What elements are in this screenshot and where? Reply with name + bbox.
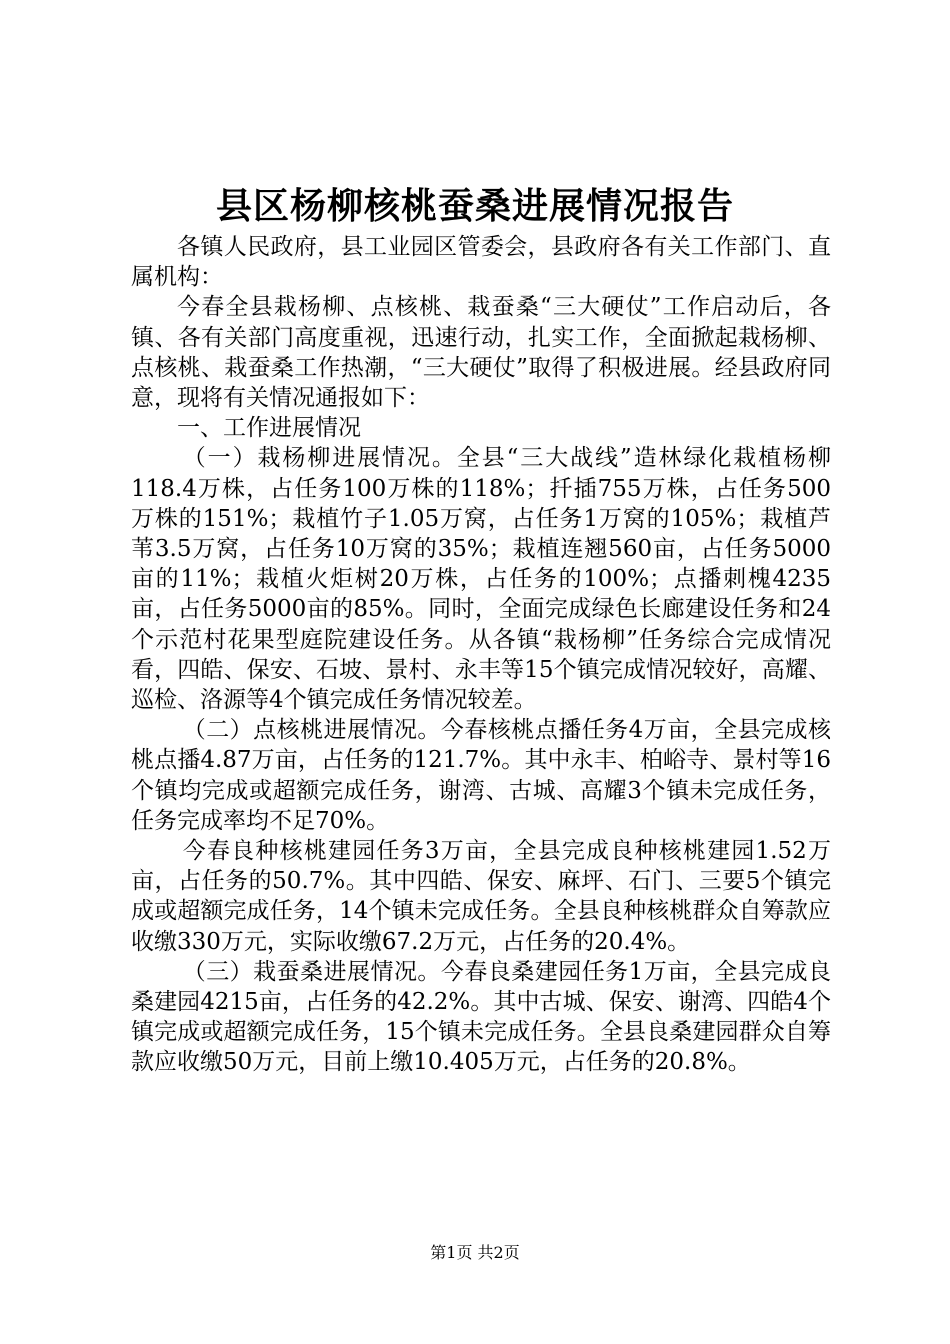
paragraph-walnut-seeding: （二）点核桃进展情况。今春核桃点播任务4万亩，全县完成核桃点播4.87万亩，占任务的121.7%。其中永丰、柏峪寺、景村等16个镇均完成或超额完成任务，谢湾、古城、高耀3个镇未完成任务，任务完成率均不足70%。 — [131, 717, 831, 834]
paragraph-addressee: 各镇人民政府，县工业园区管委会，县政府各有关工作部门、直属机构： — [131, 234, 831, 291]
paragraph-poplar-willow: （一）栽杨柳进展情况。全县“三大战线”造林绿化栽植杨柳118.4万株，占任务100万株的118%；扦插755万株，占任务500万株的151%；栽植竹子1.05万窝，占任务1万窝的105%；栽植芦苇3.5万窝，占任务10万窝的35%；栽植连翘560亩，占任务5000亩的11%；栽植火炬树20万株，占任务的100%；点播刺槐4235亩，占任务5000亩的85%。同时，全面完成绿色长廊建设任务和24个示范村花果型庭院建设任务。从各镇“栽杨柳”任务综合完成情况看，四皓、保安、石坡、景村、永丰等15个镇完成情况较好，高耀、巡检、洛源等4个镇完成任务情况较差。 — [131, 445, 831, 714]
paragraph-mulberry: （三）栽蚕桑进展情况。今春良桑建园任务1万亩，全县完成良桑建园4215亩，占任务的42.2%。其中古城、保安、谢湾、四皓4个镇完成或超额完成任务，15个镇未完成任务。全县良桑建园群众自筹款应收缴50万元，目前上缴10.405万元，占任务的20.8%。 — [131, 958, 831, 1076]
document-body — [131, 232, 831, 1078]
section-heading: 一、工作进展情况 — [177, 415, 361, 442]
paragraph-intro: 今春全县栽杨柳、点核桃、栽蚕桑“三大硬仗”工作启动后，各镇、各有关部门高度重视，迅速行动，扎实工作，全面掀起栽杨柳、点核桃、栽蚕桑工作热潮，“三大硬仗”取得了积极进展。经县政府同意，现将有关情况通报如下： — [131, 294, 831, 412]
paragraph-walnut-orchard: 今春良种核桃建园任务3万亩，全县完成良种核桃建园1.52万亩，占任务的50.7%。其中四皓、保安、麻坪、石门、三要5个镇完成或超额完成任务，14个镇未完成任务。全县良种核桃群众自筹款应收缴330万元，实际收缴67.2万元，占任务的20.4%。 — [131, 838, 831, 955]
document-title: 县区杨柳核桃蚕桑进展情况报告 — [215, 185, 734, 227]
page-number-footer: 第1页 共2页 — [430, 1243, 520, 1262]
